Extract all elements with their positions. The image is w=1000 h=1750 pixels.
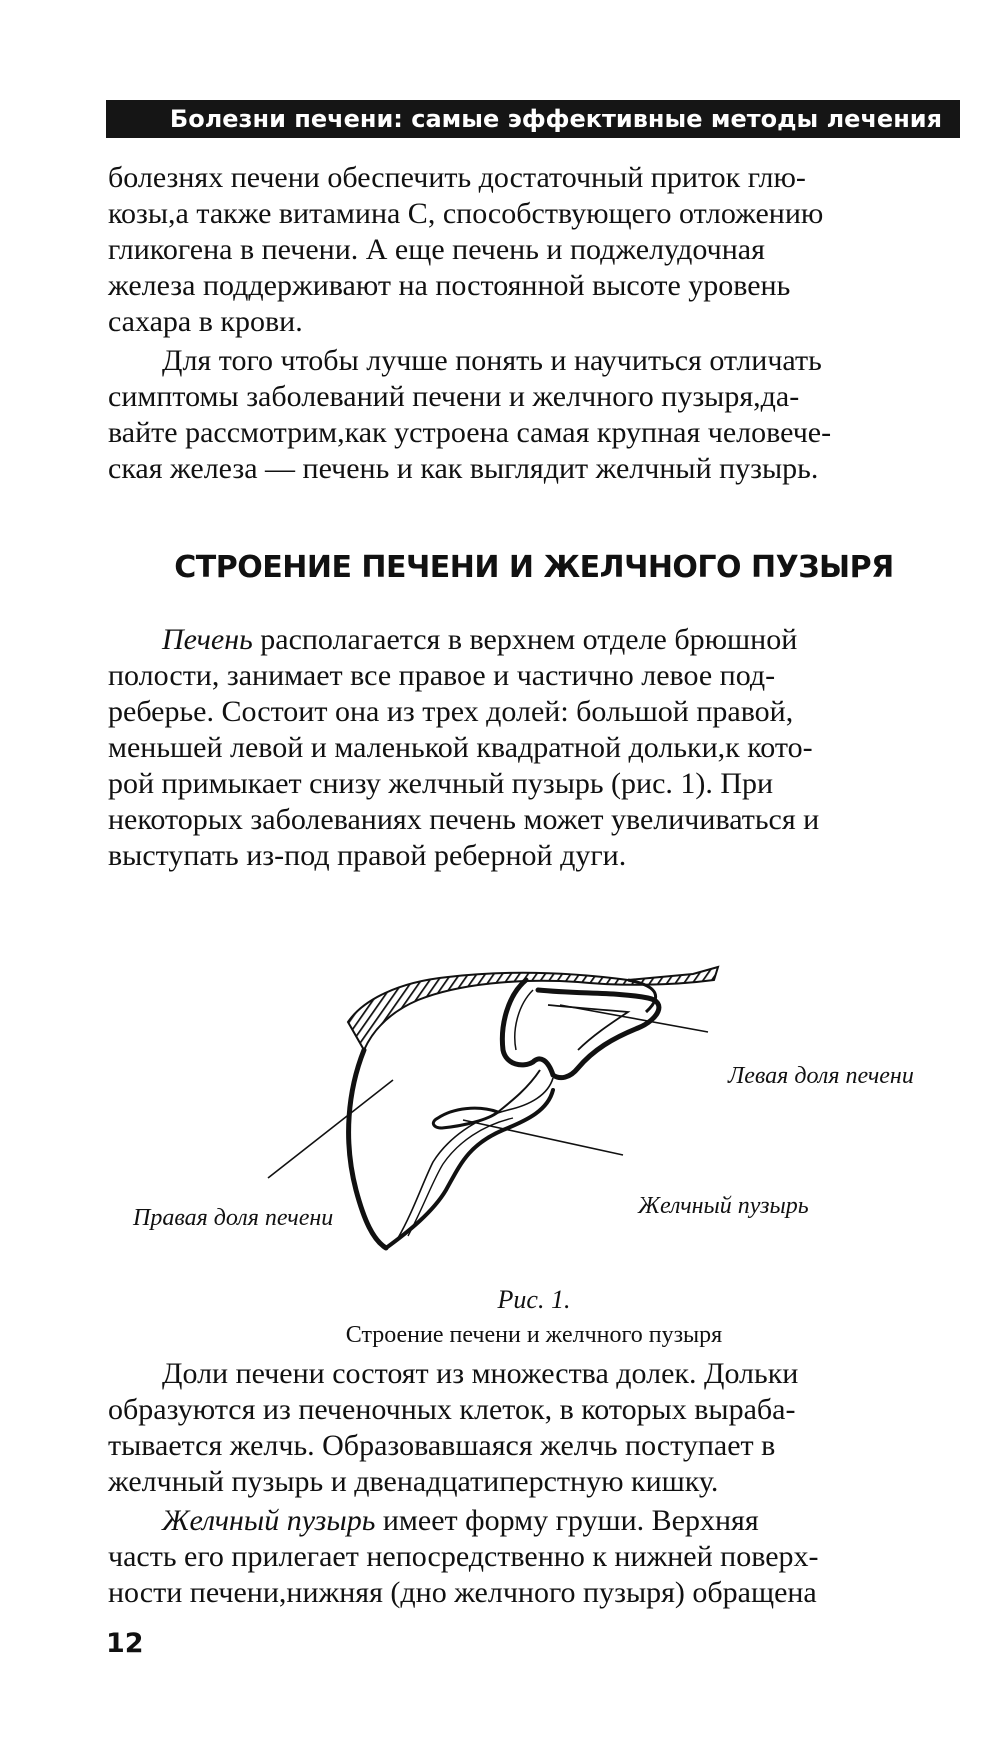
gallbladder-duct <box>498 1070 540 1112</box>
paragraph-3 <box>108 622 960 874</box>
text-line: располагается в верхнем отделе брюшной <box>252 623 798 656</box>
fissure-inner <box>515 990 533 1050</box>
left-lobe-inner <box>548 1005 628 1050</box>
intro-text <box>108 160 960 487</box>
text-line: полости, занимает все правое и частично левое под- <box>108 659 776 692</box>
paragraph-5 <box>108 1503 960 1611</box>
text-line: Для того чтобы лучше понять и научиться отличать <box>162 344 822 377</box>
section-text <box>108 622 960 874</box>
label-right-lobe: Правая доля печени <box>133 1205 334 1231</box>
section-heading: СТРОЕНИЕ ПЕЧЕНИ И ЖЕЛЧНОГО ПУЗЫРЯ <box>174 550 894 585</box>
paragraph-2 <box>108 343 960 487</box>
text-line: реберье. Состоит она из трех долей: большой правой, <box>108 695 794 728</box>
text-line: некоторых заболеваниях печень может увеличиваться и <box>108 803 820 836</box>
text-line: болезнях печени обеспечить достаточный приток глю- <box>108 161 806 194</box>
text-line: вайте рассмотрим,как устроена самая крупная человече- <box>108 416 832 449</box>
text-line: козы,а также витамина С, способствующего отложению <box>108 197 824 230</box>
central-fissure <box>502 980 553 1075</box>
paragraph-4 <box>108 1356 960 1500</box>
text-line: тывается желчь. Образовавшаяся желчь поступает в <box>108 1429 776 1462</box>
term-gallbladder: Желчный пузырь <box>162 1504 376 1537</box>
text-line: Доли печени состоят из множества долек. Дольки <box>162 1357 799 1390</box>
text-line: железа поддерживают на постоянной высоте уровень <box>108 269 791 302</box>
after-figure-text <box>108 1356 960 1611</box>
text-line: образуются из печеночных клеток, в которых выраба- <box>108 1393 796 1426</box>
figure-caption: Строение печени и желчного пузыря <box>345 1322 723 1348</box>
page-number: 12 <box>106 1628 144 1659</box>
liver-upper-border <box>348 967 718 1050</box>
text-line: ская железа — печень и как выглядит желчный пузырь. <box>108 452 819 485</box>
text-line: желчный пузырь и двенадцатиперстную кишку. <box>108 1465 719 1498</box>
label-left-lobe: Левая доля печени <box>728 1063 914 1089</box>
figure-number: Рис. 1. <box>497 1285 571 1314</box>
text-line: меньшей левой и маленькой квадратной дольки,к кото- <box>108 731 813 764</box>
text-line: ности печени,нижняя (дно желчного пузыря) обращена <box>108 1576 817 1609</box>
text-line: часть его прилегает непосредственно к нижней поверх- <box>108 1540 819 1573</box>
leader-line-right-lobe <box>268 1080 393 1178</box>
liver-figure <box>108 950 960 1260</box>
running-header: Болезни печени: самые эффективные методы лечения <box>106 100 960 138</box>
inner-contour-a <box>398 1078 553 1238</box>
text-line: симптомы заболеваний печени и желчного пузыря,да- <box>108 380 800 413</box>
text-line: гликогена в печени. А еще печень и поджелудочная <box>108 233 765 266</box>
text-line: сахара в крови. <box>108 305 303 338</box>
text-line: рой примыкает снизу желчный пузырь (рис. 1). При <box>108 767 774 800</box>
right-lobe-outline <box>349 1050 386 1248</box>
term-liver: Печень <box>162 623 253 656</box>
label-gallbladder: Желчный пузырь <box>638 1193 809 1219</box>
paragraph-1 <box>108 160 960 340</box>
text-line: имеет форму груши. Верхняя <box>375 1504 759 1537</box>
text-line: выступать из-под правой реберной дуги. <box>108 839 627 872</box>
